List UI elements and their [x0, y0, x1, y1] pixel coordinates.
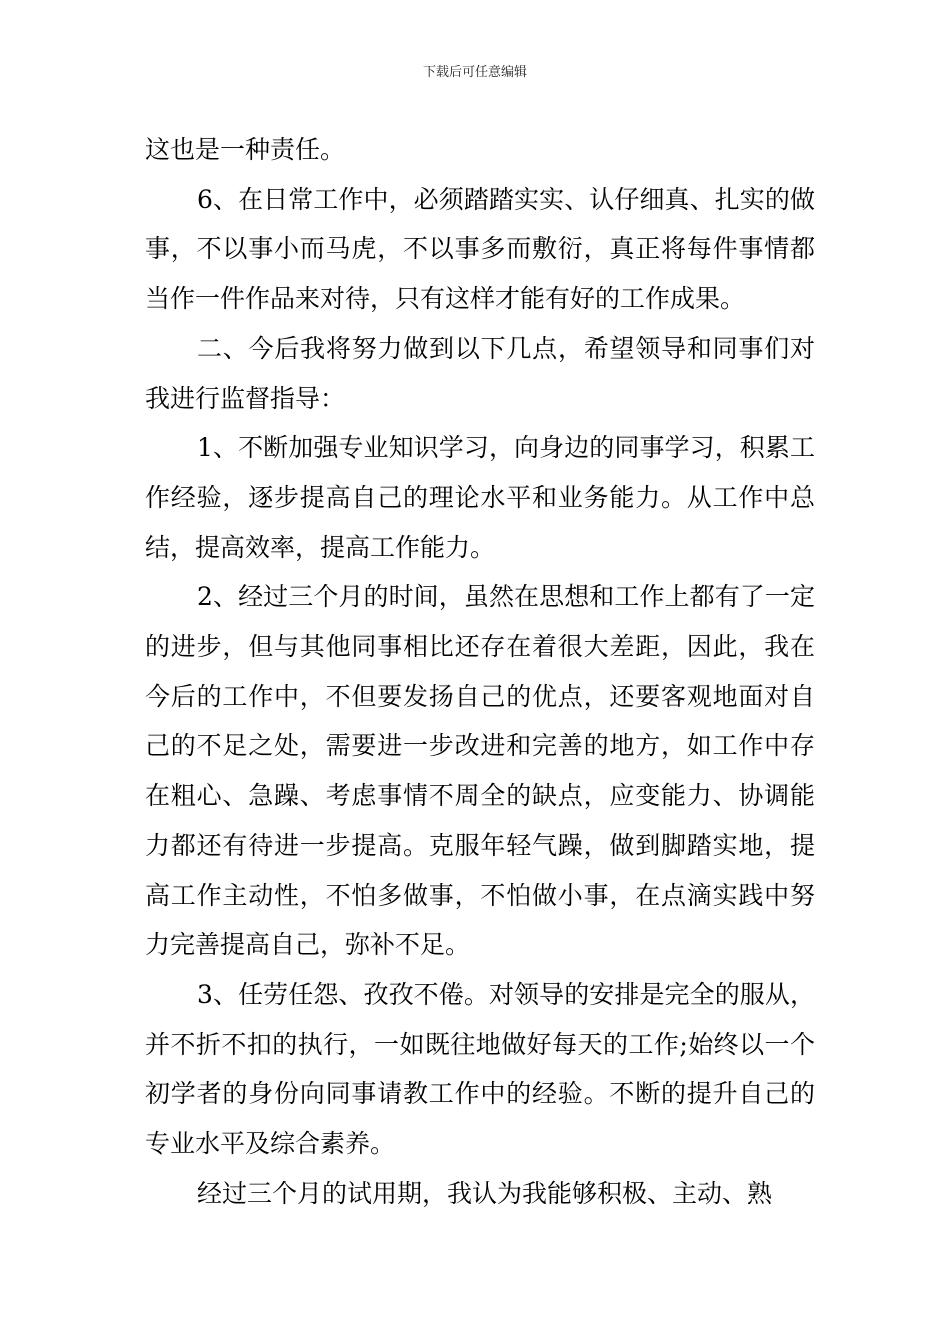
page-header: 下载后可任意编辑: [422, 65, 527, 80]
paragraph: 经过三个月的试用期，我认为我能够积极、主动、熟: [197, 1178, 773, 1208]
paragraph: 3、任劳任怨、孜孜不倦。对领导的安排是完全的服从，并不折不扣的执行，一如既往地做好每天的工作;始终以一个初学者的身份向同事请教工作中的经验。不断的提升自己的专业水平及综合素养。: [145, 979, 815, 1159]
paragraph: 二、今后我将努力做到以下几点，希望领导和同事们对我进行监督指导：: [145, 333, 815, 413]
paragraph: 这也是一种责任。: [145, 135, 346, 164]
paragraph: 2、经过三个月的时间，虽然在思想和工作上都有了一定的进步，但与其他同事相比还存在着很大差距，因此，我在今后的工作中，不但要发扬自己的优点，还要客观地面对自己的不足之处，需要进一步改进和完善的地方，如工作中存在粗心、急躁、考虑事情不周全的缺点，应变能力、协调能力都还有待进一步提高。克服年轻气躁，做到脚踏实地，提高工作主动性，不怕多做事，不怕做小事，在点滴实践中努力完善提高自己，弥补不足。: [145, 582, 815, 960]
document-body: [145, 125, 815, 1218]
paragraph: 1、不断加强专业知识学习，向身边的同事学习，积累工作经验，逐步提高自己的理论水平和业务能力。从工作中总结，提高效率，提高工作能力。: [145, 433, 815, 562]
paragraph: 6、在日常工作中，必须踏踏实实、认仔细真、扎实的做事，不以事小而马虎，不以事多而敷衍，真正将每件事情都当作一件作品来对待，只有这样才能有好的工作成果。: [145, 184, 815, 314]
